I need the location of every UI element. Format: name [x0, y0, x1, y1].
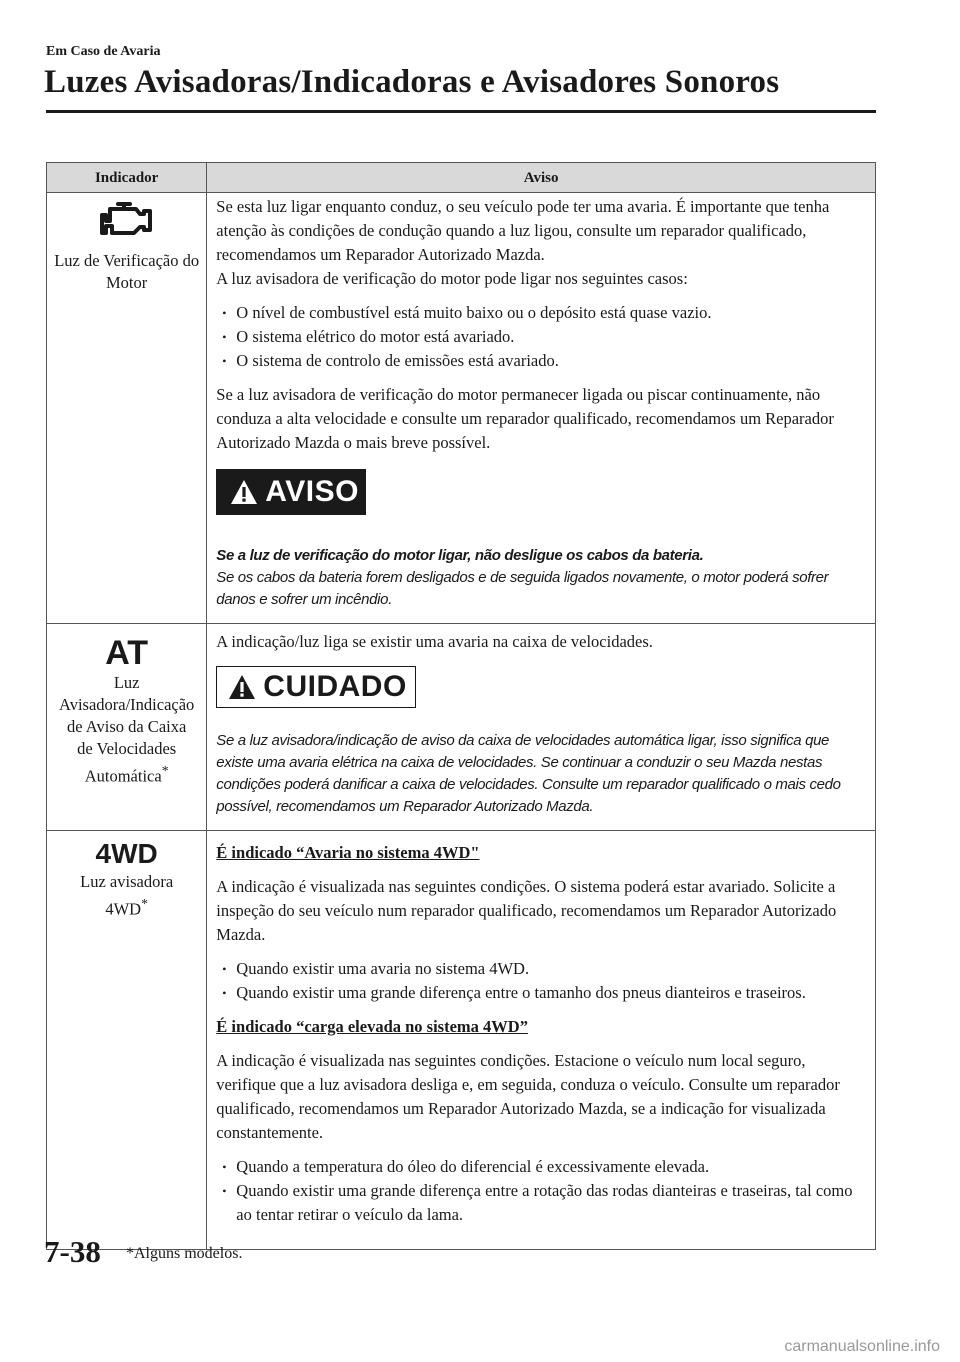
table-header-row — [47, 163, 876, 193]
warning-cell — [207, 831, 876, 1250]
watermark: carmanualsonline.info — [784, 1338, 940, 1355]
warning-text-2: A indicação é visualizada nas seguintes condições. Estacione o veículo num local seguro, verifique que a luz avisadora desliga e, em seguida, conduza o veículo. Consulte um reparador qualificado, recomendamos um Reparador Autorizado Mazda, se a indicação for visualizada constantemente. — [216, 1051, 840, 1142]
badge-label: AVISO — [265, 475, 359, 508]
warning-note — [216, 545, 867, 611]
subheading-1: É indicado “Avaria no sistema 4WD" — [216, 843, 480, 862]
warning-intro: Se esta luz ligar enquanto conduz, o seu veículo pode ter uma avaria. É importante que tenha atenção às condições de condução quando a luz ligou, consulte um reparador qualificado, recomendamos um Reparador Autorizado Mazda. — [216, 197, 830, 264]
indicator-table — [46, 162, 876, 1250]
col-header-indicator: Indicador — [47, 163, 207, 193]
col-header-warning: Aviso — [207, 163, 876, 193]
warning-after: Se a luz avisadora de verificação do motor permanecer ligada ou piscar continuamente, não conduza a alta velocidade e consulte um reparador qualificado, recomendamos um Reparador Autorizado Mazda o mais breve possível. — [216, 385, 834, 452]
warning-cell — [207, 193, 876, 624]
check-engine-icon — [53, 199, 200, 246]
subheading-2: É indicado “carga elevada no sistema 4WD” — [216, 1017, 528, 1036]
asterisk: * — [161, 763, 169, 778]
warning-triangle-icon — [227, 673, 257, 701]
list-item: • O sistema elétrico do motor está avariado. — [216, 325, 867, 349]
warning-bullets — [216, 301, 867, 373]
indicator-label — [53, 672, 200, 788]
aviso-badge — [216, 469, 366, 515]
section-title: Em Caso de Avaria — [46, 44, 161, 59]
warning-intro: A indicação/luz liga se existir uma avaria na caixa de velocidades. — [216, 632, 653, 651]
note-bold: Se a luz de verificação do motor ligar, não desligue os cabos da bateria. — [216, 547, 704, 564]
indicator-cell — [47, 831, 207, 1250]
warning-triangle-icon — [229, 478, 259, 506]
indicator-label-text: Luz Avisadora/Indicação de Aviso da Caixa de Velocidades Automática — [59, 673, 195, 786]
warning-note — [216, 730, 867, 818]
indicator-label-text: Luz avisadora 4WD — [80, 872, 174, 919]
list-item: • O sistema de controlo de emissões está avariado. — [216, 349, 867, 373]
table-row — [47, 624, 876, 831]
warning-bullets-1 — [216, 957, 867, 1005]
list-item: • Quando existir uma avaria no sistema 4WD. — [216, 957, 867, 981]
list-item: • Quando a temperatura do óleo do diferencial é excessivamente elevada. — [216, 1155, 867, 1179]
list-item: • O nível de combustível está muito baixo ou o depósito está quase vazio. — [216, 301, 867, 325]
warning-cell — [207, 624, 876, 831]
list-item: • Quando existir uma grande diferença entre o tamanho dos pneus dianteiros e traseiros. — [216, 981, 867, 1005]
footnote: *Alguns modelos. — [126, 1245, 243, 1262]
warning-bullets-2 — [216, 1155, 867, 1227]
list-item: • Quando existir uma grande diferença entre a rotação das rodas dianteiras e traseiras, tal como ao tentar retirar o veículo da lama. — [216, 1179, 867, 1227]
warning-text-1: A indicação é visualizada nas seguintes condições. O sistema poderá estar avariado. Solicite a inspeção do seu veículo num reparador qualificado, recomendamos um Reparador Autorizado Mazda. — [216, 877, 837, 944]
indicator-cell — [47, 193, 207, 624]
indicator-label — [53, 871, 200, 921]
warning-cases-intro: A luz avisadora de verificação do motor pode ligar nos seguintes casos: — [216, 269, 688, 288]
badge-label: CUIDADO — [263, 670, 407, 703]
table-row — [47, 193, 876, 624]
indicator-label: Luz de Verificação do Motor — [54, 251, 200, 292]
table-row — [47, 831, 876, 1250]
title-rule — [46, 110, 876, 113]
asterisk: * — [141, 896, 148, 911]
note-text: Se a luz avisadora/indicação de aviso da caixa de velocidades automática ligar, isso significa que existe uma avaria elétrica na caixa de velocidades. Se continuar a conduzir o seu Mazda nestas condições poderá danificar a caixa de velocidades. Consulte um reparador qualificado o mais cedo possível, recomendamos um Reparador Autorizado Mazda. — [216, 732, 841, 815]
page-title: Luzes Avisadoras/Indicadoras e Avisadores Sonoros — [44, 64, 780, 100]
indicator-cell — [47, 624, 207, 831]
cuidado-badge — [216, 666, 416, 708]
page-number: 7-38 — [44, 1234, 101, 1269]
4wd-icon: 4WD — [95, 838, 158, 869]
note-text: Se os cabos da bateria forem desligados e de seguida ligados novamente, o motor poderá sofrer danos e sofrer um incêndio. — [216, 569, 829, 608]
at-icon: AT — [105, 634, 149, 672]
